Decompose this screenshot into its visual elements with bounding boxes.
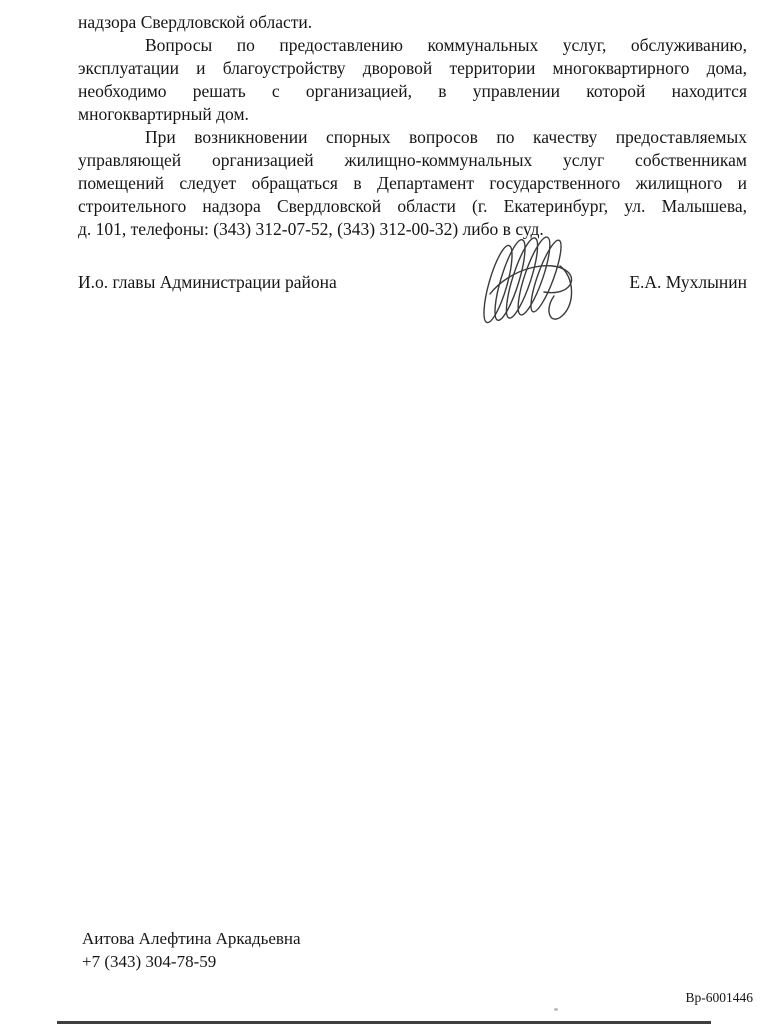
paragraph-services-line: многоквартирный дом. (78, 104, 249, 124)
executor-name: Аитова Алефтина Аркадьевна (82, 929, 301, 948)
body-text (78, 11, 747, 241)
paragraph-disputes-line: При возникновении спорных вопросов по качеству предоставляемых (145, 127, 747, 147)
signer-title: И.о. главы Администрации района (78, 272, 337, 292)
paragraph-disputes-line: помещений следует обращаться в Департамент государственного жилищного и (78, 173, 747, 193)
executor-phone: +7 (343) 304-78-59 (82, 952, 217, 971)
paragraph-continuation-line: надзора Свердловской области. (78, 12, 313, 32)
paragraph-disputes-line: управляющей организацией жилищно-коммунальных услуг собственникам (78, 150, 747, 170)
document-code: Вр-6001446 (685, 990, 753, 1005)
signature-block (78, 270, 747, 334)
scan-speck-artifact (554, 1008, 558, 1011)
paragraph-services-line: Вопросы по предоставлению коммунальных услуг, обслуживанию, (145, 35, 747, 55)
paragraph-disputes-line: д. 101, телефоны: (343) 312-07-52, (343) 312-00-32) либо в суд. (78, 219, 544, 239)
signature-autograph-icon (474, 232, 594, 328)
signer-name: Е.А. Мухлынин (629, 272, 747, 292)
paragraph-services-line: эксплуатации и благоустройству дворовой территории многоквартирного дома, (78, 58, 747, 78)
executor-block (82, 927, 301, 973)
paragraph-services-line: необходимо решать с организацией, в управлении которой находится (78, 81, 747, 101)
paragraph-disputes-line: строительного надзора Свердловской области (г. Екатеринбург, ул. Малышева, (78, 196, 747, 216)
